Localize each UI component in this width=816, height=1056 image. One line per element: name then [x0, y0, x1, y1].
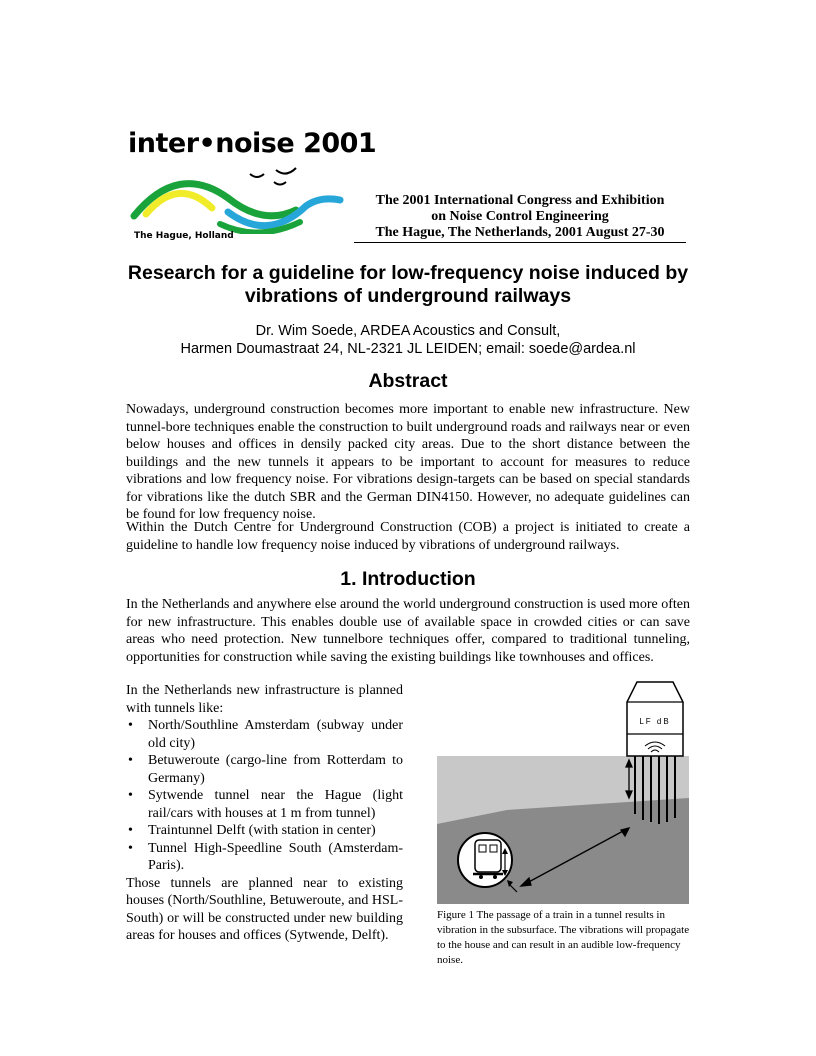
intro-left-column: [126, 682, 403, 945]
tunnel-list: [126, 717, 403, 875]
intro-paragraph-2: In the Netherlands new infrastructure is planned with tunnels like:: [126, 683, 403, 716]
abstract-paragraph-1: Nowadays, underground construction becomes more important to enable new infrastructure. New tunnel-bore techniques enable the construction to built underground roads and railways near or even below houses and offices in densily packed city areas. Due to the short distance between the buildings and the new tunnels it appears to be important to account for measures to reduce vibrations and low frequency noise. For vibrations design-targets can be based on special standards for vibrations like the dutch SBR and the German DIN4150. However, no adequate guidelines can be found for low frequency noise.: [126, 402, 690, 522]
conference-line-2: on Noise Control Engineering: [431, 209, 609, 224]
figure-caption: Figure 1 The passage of a train in a tunnel results in vibration in the subsurface. The vibrations will propagate to the house and can result in an audible low-frequency noise.: [437, 909, 690, 966]
author-block: [126, 322, 690, 358]
logo-waves-icon: [128, 164, 348, 234]
introduction-heading: 1. Introduction: [340, 568, 476, 590]
paper-title: Research for a guideline for low-frequency noise induced by vibrations of underground railways: [127, 262, 689, 307]
list-item: • Betuweroute (cargo-line from Rotterdam to Germany): [126, 752, 403, 787]
address-line: Harmen Doumastraat 24, NL-2321 JL LEIDEN; email: soede@ardea.nl: [180, 341, 636, 357]
list-item: • Sytwende tunnel near the Hague (light rail/cars with houses at 1 m from tunnel): [126, 787, 403, 822]
intro-paragraph-1: In the Netherlands and anywhere else around the world underground construction is used more often for new infrastructure. This enables double use of available space in crowded cities or can save areas who need protection. New tunnelbore techniques offer, compared to traditional tunneling, opportunities for construction while saving the existing buildings like townhouses and offices.: [126, 597, 690, 665]
conference-line-1: The 2001 International Congress and Exhibition: [375, 193, 665, 208]
abstract-heading: Abstract: [368, 370, 448, 392]
header-rule: [354, 242, 686, 243]
logo-title: inter•noise 2001: [128, 128, 377, 159]
conference-header: [354, 193, 686, 241]
list-item: • North/Southline Amsterdam (subway under old city): [126, 717, 403, 752]
intro-paragraph-3: Those tunnels are planned near to existing houses (North/Southline, Betuweroute, and HSL-South) or will be constructed under new building areas for houses and offices (Sytwende, Delft).: [126, 875, 403, 943]
figure-1-diagram: [437, 678, 689, 904]
logo-city: The Hague, Holland: [134, 231, 234, 241]
list-item: • Traintunnel Delft (with station in center): [126, 822, 403, 840]
lf-db-label: LF dB: [639, 717, 671, 726]
abstract-paragraph-2: Within the Dutch Centre for Underground Construction (COB) a project is initiated to create a guideline to handle low frequency noise induced by vibrations of underground railways.: [126, 520, 690, 553]
inter-noise-logo: [128, 128, 377, 246]
author-line: Dr. Wim Soede, ARDEA Acoustics and Consult,: [255, 323, 561, 339]
conference-line-3: The Hague, The Netherlands, 2001 August 27-30: [375, 225, 665, 240]
list-item: • Tunnel High-Speedline South (Amsterdam-Paris).: [126, 840, 403, 875]
